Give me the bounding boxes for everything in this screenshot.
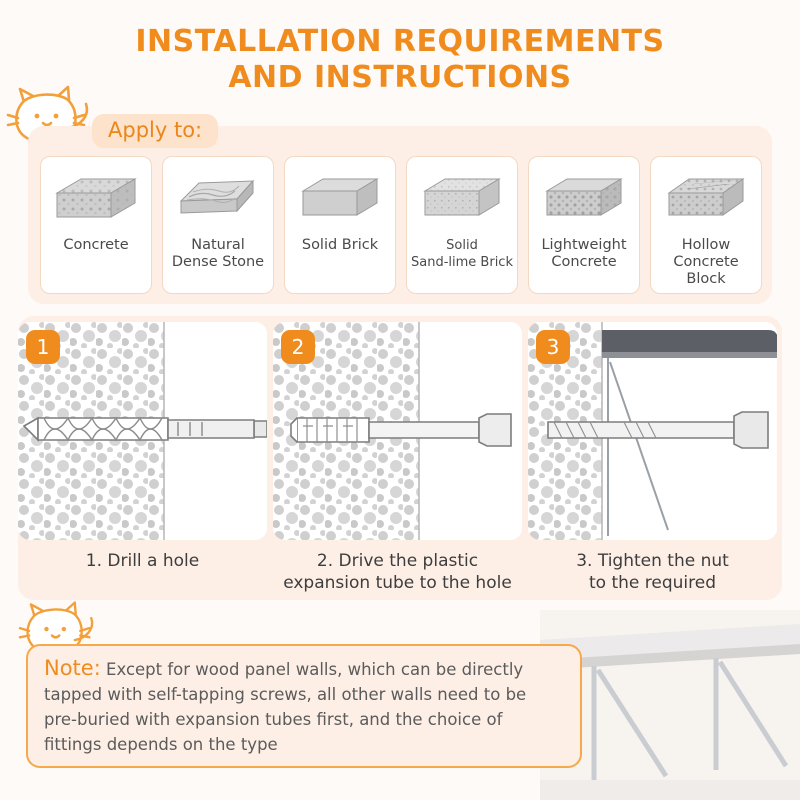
material-card-solid-brick xyxy=(284,156,396,294)
material-label-line-2: Dense Stone xyxy=(171,254,265,270)
apply-to-label: Apply to: xyxy=(92,114,218,148)
step-1 xyxy=(18,322,267,594)
material-card-natural-dense-stone xyxy=(162,156,274,294)
step-2-caption-line-1: 2. Drive the plastic xyxy=(316,551,479,571)
note-label: Note: xyxy=(44,656,101,680)
sand-lime-brick-icon xyxy=(419,171,505,229)
material-card-hollow-concrete-block xyxy=(650,156,762,294)
step-3-figure xyxy=(528,322,777,540)
step-2-figure xyxy=(273,322,522,540)
page-title xyxy=(0,24,800,96)
page-title-line-2: AND INSTRUCTIONS xyxy=(228,60,572,95)
material-label: Solid Brick xyxy=(301,237,379,253)
step-1-badge: 1 xyxy=(26,330,60,364)
material-list xyxy=(40,156,764,294)
step-2-caption-line-2: expansion tube to the hole xyxy=(283,573,512,593)
material-label xyxy=(168,237,268,271)
material-label xyxy=(407,237,517,271)
material-card-lightweight-concrete xyxy=(528,156,640,294)
step-2-badge: 2 xyxy=(281,330,315,364)
step-3-caption-line-2: to the required xyxy=(588,573,716,593)
note-text xyxy=(44,656,564,757)
step-3 xyxy=(528,322,777,594)
lightweight-concrete-icon xyxy=(541,171,627,229)
material-label-line-1: Hollow xyxy=(681,237,731,253)
page-title-line-1: INSTALLATION REQUIREMENTS xyxy=(135,24,665,59)
concrete-block-icon xyxy=(53,171,139,229)
step-1-figure xyxy=(18,322,267,540)
solid-brick-icon xyxy=(297,171,383,229)
material-label-line-1: Natural xyxy=(191,237,245,253)
material-card-concrete xyxy=(40,156,152,294)
steps-list xyxy=(18,322,782,594)
material-label: Concrete xyxy=(63,237,129,253)
material-label-line-2: Sand-lime Brick xyxy=(411,255,513,270)
step-2-caption xyxy=(278,550,518,594)
material-label-line-2: Concrete Block xyxy=(673,254,739,287)
note-panel xyxy=(26,644,582,768)
hollow-block-icon xyxy=(663,171,749,229)
material-label-line-1: Solid xyxy=(446,238,478,253)
material-card-solid-sand-lime-brick xyxy=(406,156,518,294)
step-2 xyxy=(273,322,522,594)
step-1-caption: 1. Drill a hole xyxy=(85,551,200,571)
step-3-caption-line-1: 3. Tighten the nut xyxy=(576,551,729,571)
material-label xyxy=(537,237,630,271)
step-3-badge: 3 xyxy=(536,330,570,364)
material-label xyxy=(651,237,761,288)
note-body: Except for wood panel walls, which can be directly tapped with self-tapping screws, all other walls need to be pre-buried with expansion tubes first, and the choice of fittings depends on the type xyxy=(44,660,527,754)
material-label-line-2: Concrete xyxy=(551,254,617,270)
material-label-line-1: Lightweight xyxy=(541,237,627,253)
step-3-caption xyxy=(533,550,773,594)
stone-slab-icon xyxy=(175,171,261,229)
